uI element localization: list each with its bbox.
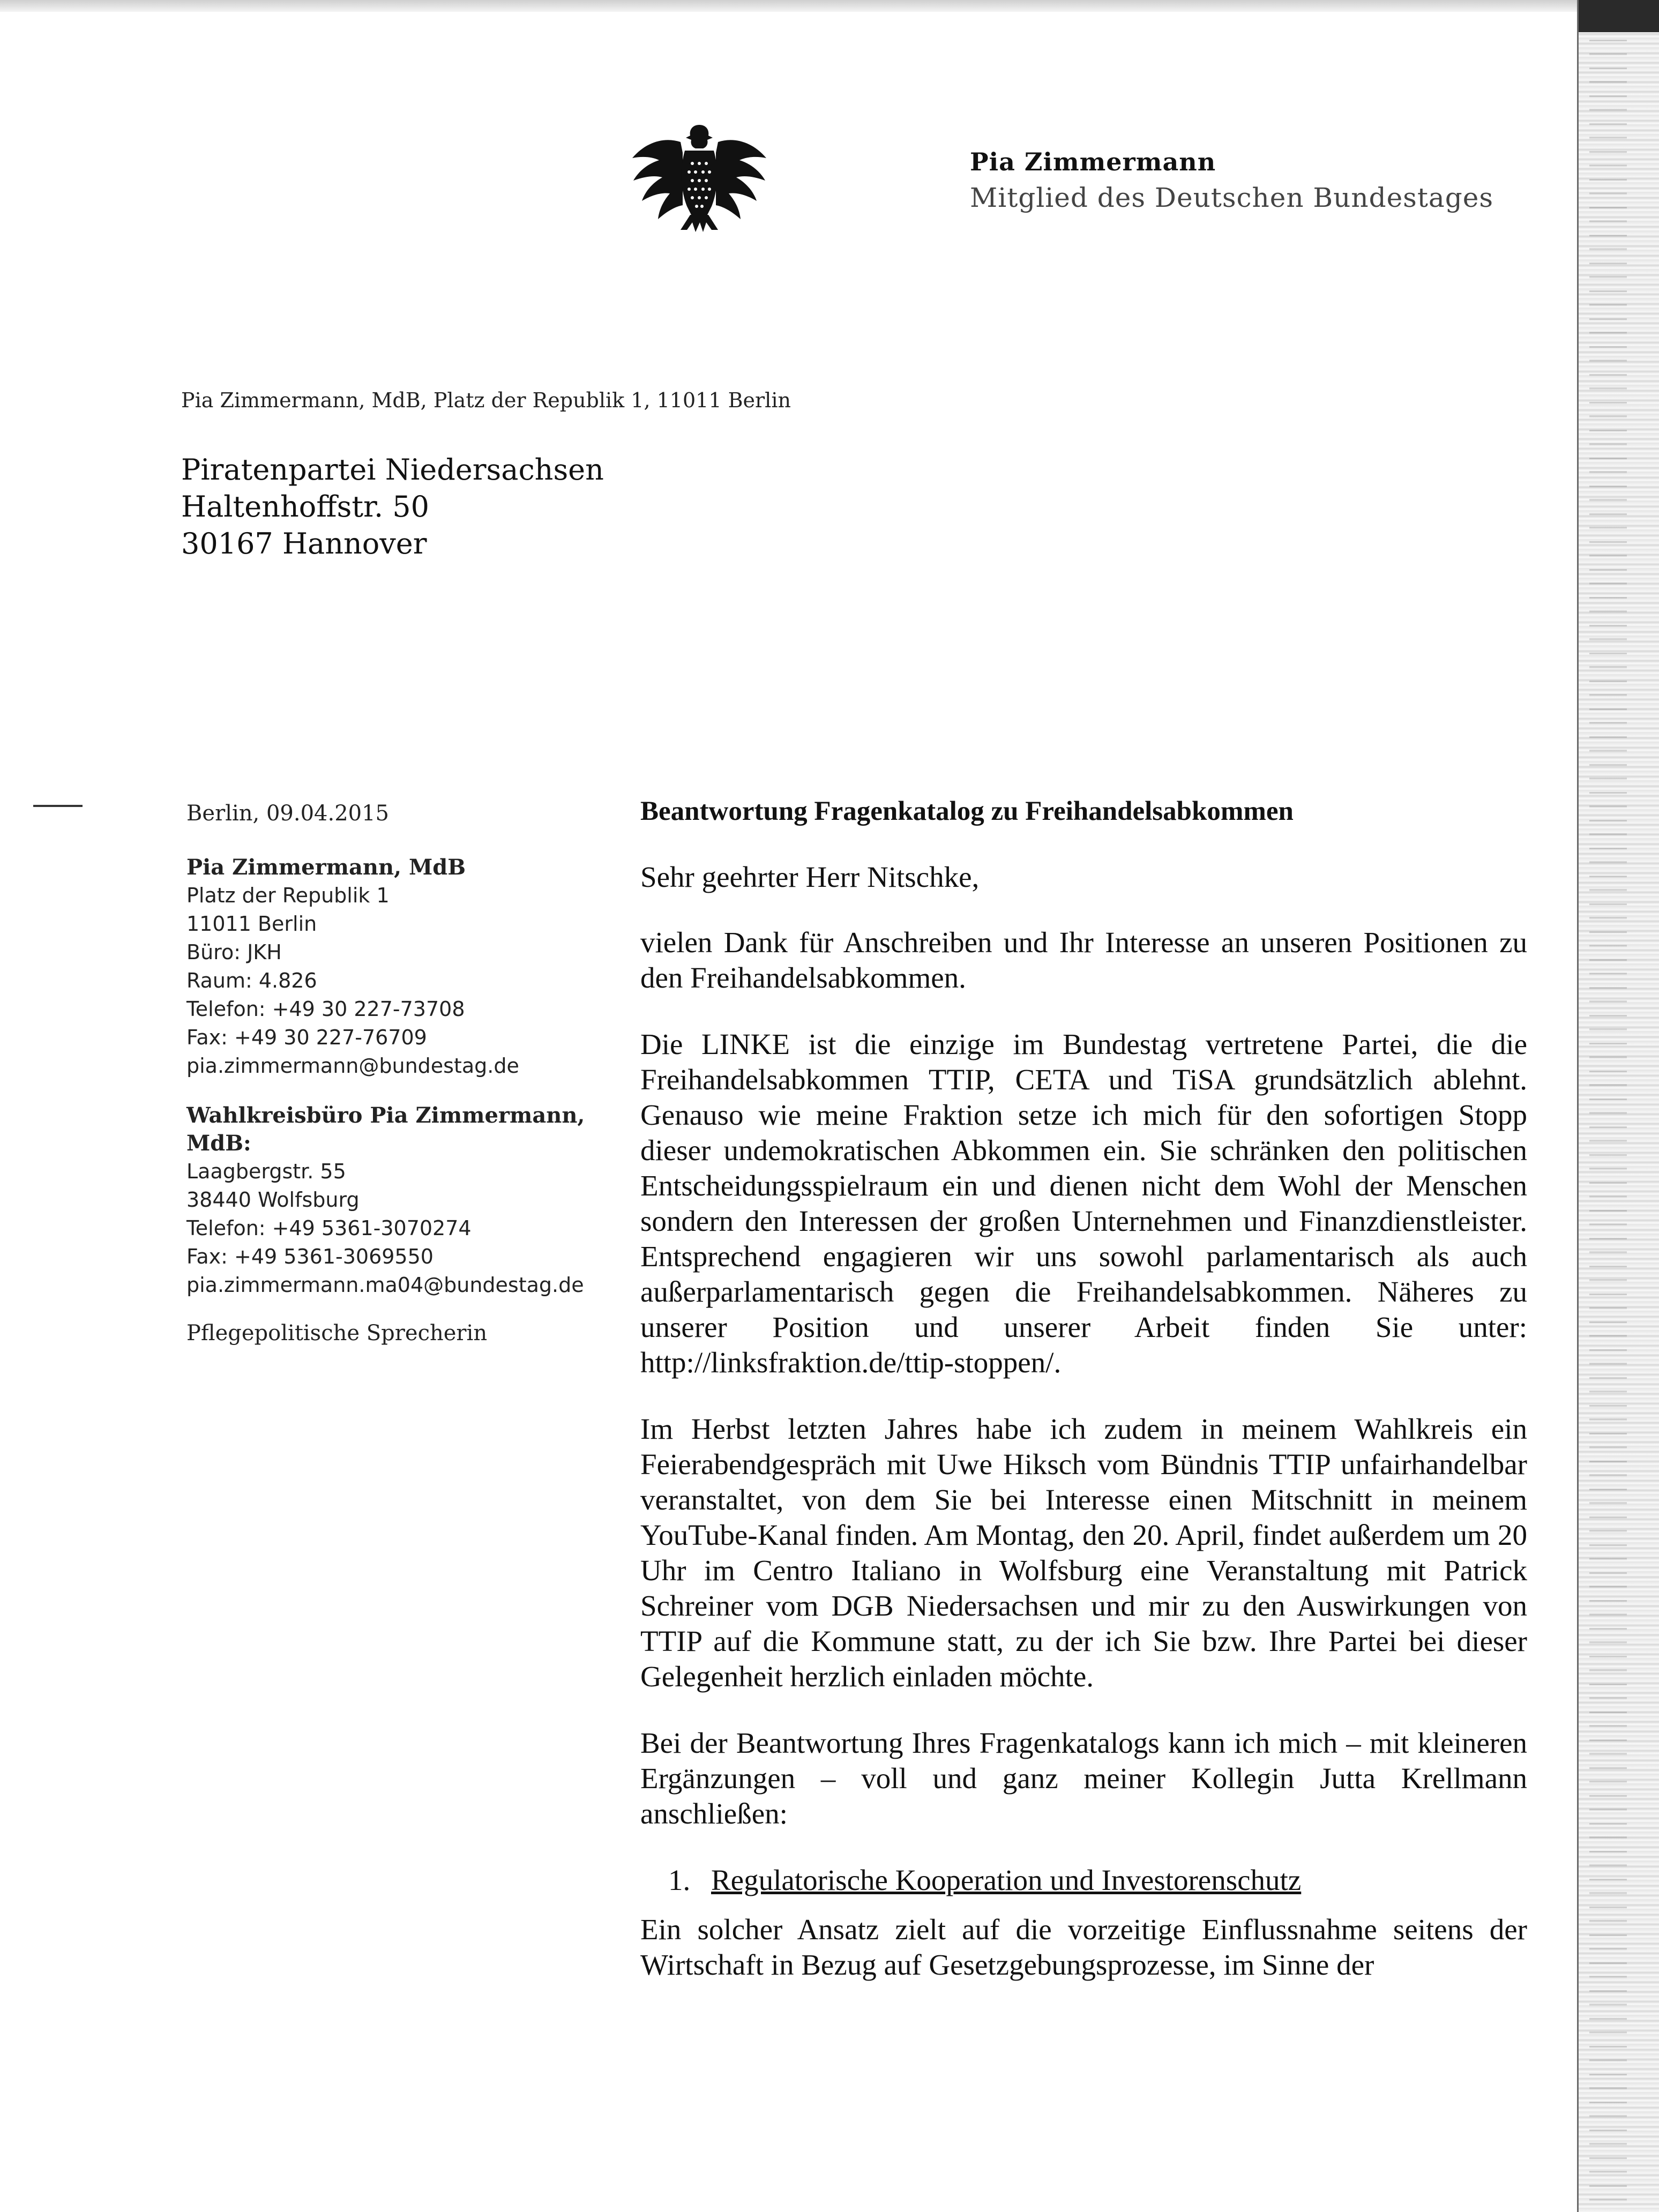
letterhead-name: Pia Zimmermann (970, 147, 1216, 176)
paragraph: Im Herbst letzten Jahres habe ich zudem in meinem Wahlkreis ein Feierabendgespräch mit Uwe Hiksch vom Bündnis TTIP unfairhandelbar veranstaltet, von dem Sie bei Interesse einen Mitschnitt in meinem YouTube-Kanal finden. Am Montag, den 20. April, findet außerdem um 20 Uhr im Centro Italiano in Wolfsburg eine Veranstaltung mit Patrick Schreiner vom DGB Niedersachsen und mir zu den Auswirkungen von TTIP auf die Kommune statt, zu der ich Sie bzw. Ihre Partei bei dieser Gelegenheit herzlich einladen möchte. (640, 1413, 1527, 1693)
return-address: Pia Zimmermann, MdB, Platz der Republik 1, 11011 Berlin (181, 388, 791, 412)
recipient-line: Piratenpartei Niedersachsen (181, 453, 604, 487)
constituency-office-phone: Telefon: +49 5361-3070274 (186, 1216, 472, 1240)
berlin-office-line: Büro: JKH (186, 940, 282, 964)
sender-sidebar (186, 801, 626, 1346)
letter-salutation: Sehr geehrter Herr Nitschke, (640, 861, 980, 893)
recipient-line: 30167 Hannover (181, 527, 427, 561)
list-number: 1. (668, 1864, 691, 1896)
letter-subject: Beantwortung Fragenkatalog zu Freihandelsabkommen (640, 796, 1294, 826)
numbered-heading (640, 1863, 1527, 1898)
paragraph: Die LINKE ist die einzige im Bundestag vertretene Partei, die die Freihandelsabkommen TTIP, CETA und TiSA grundsätzlich ablehnt. Genauso wie meine Fraktion setze ich mich für den sofortigen Stopp dieser undemokratischen Abkommen ein. Sie schränken den politischen Entscheidungsspielraum ein und dienen nicht dem Wohl der Menschen sondern den Interessen der großen Unternehmen und Finanzdienstleister. Entsprechend engagieren wir uns sowohl parlamentarisch als auch außerparlamentarisch gegen die Freihandelsabkommen. Näheres zu unserer Position und unserer Arbeit finden Sie unter: http://linksfraktion.de/ttip-stoppen/. (640, 1028, 1527, 1379)
constituency-office-fax: Fax: +49 5361-3069550 (186, 1245, 434, 1268)
bundesadler-eagle-icon (627, 121, 772, 241)
recipient-line: Haltenhoffstr. 50 (181, 490, 429, 524)
letter-date: Berlin, 09.04.2015 (186, 801, 389, 826)
scan-top-edge (0, 0, 1579, 12)
berlin-office-line: 11011 Berlin (186, 912, 317, 936)
berlin-office-phone: Telefon: +49 30 227-73708 (186, 997, 465, 1021)
paragraph: Bei der Beantwortung Ihres Fragenkatalogs kann ich mich – mit kleineren Ergänzungen – voll und ganz meiner Kollegin Jutta Krellmann anschließen: (640, 1727, 1527, 1830)
letterhead-subtitle: Mitglied des Deutschen Bundestages (970, 182, 1493, 213)
constituency-office-email: pia.zimmermann.ma04@bundestag.de (186, 1273, 584, 1297)
constituency-office-line: 38440 Wolfsburg (186, 1188, 360, 1212)
berlin-office-line: Platz der Republik 1 (186, 884, 390, 907)
fold-mark (33, 805, 83, 807)
paragraph: Ein solcher Ansatz zielt auf die vorzeitige Einflussnahme seitens der Wirtschaft in Bezug auf Gesetzgebungsprozesse, im Sinne der (640, 1913, 1527, 1981)
scan-corner (1579, 0, 1659, 32)
constituency-office-title-cont: MdB: (186, 1131, 251, 1156)
berlin-office-email: pia.zimmermann@bundestag.de (186, 1054, 519, 1078)
constituency-office-title: Wahlkreisbüro Pia Zimmermann, (186, 1103, 585, 1128)
berlin-office-line: Raum: 4.826 (186, 969, 317, 992)
sender-role: Pflegepolitische Sprecherin (186, 1321, 488, 1346)
paragraph: vielen Dank für Anschreiben und Ihr Interesse an unseren Positionen zu den Freihandelsabkommen. (640, 926, 1527, 994)
scan-right-edge (1577, 0, 1659, 2212)
list-heading-text: Regulatorische Kooperation und Investorenschutz (711, 1864, 1302, 1896)
berlin-office-fax: Fax: +49 30 227-76709 (186, 1026, 427, 1049)
constituency-office-line: Laagbergstr. 55 (186, 1160, 346, 1183)
berlin-office-title: Pia Zimmermann, MdB (186, 855, 466, 880)
recipient-address (181, 451, 604, 562)
letter-body (640, 796, 1527, 2014)
